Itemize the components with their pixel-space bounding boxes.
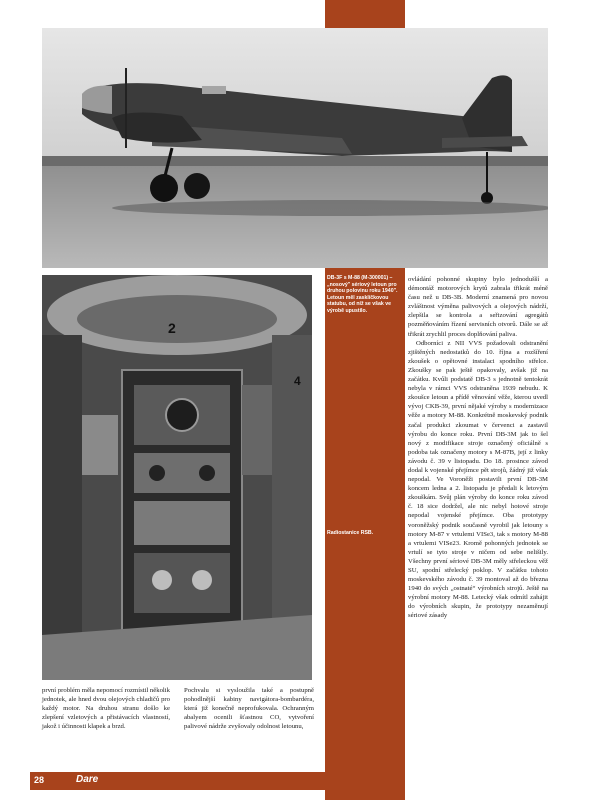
radio-station-photo [42,275,312,680]
article-column-right [408,275,548,621]
caption-radio: Radiostanice RSB. [327,530,374,536]
photo-mark-4: 4 [294,374,301,388]
article-column-left-1 [42,686,170,731]
magazine-name: Dare [76,774,99,785]
aircraft-photo [42,28,548,268]
paragraph: ovládání pohonné skupiny bylo jednodušší a démontáž motorových krytů zabrala třikrát méně času než u DB-3B. Moderní znamená pro novou zvláštnost výměna palivových a olejových nádrží, zlepšila se kontrola a seřizování agregátů pozměňováním řízení servisních otvorů. Dále se až třikrát zrychlil proces doplňování paliva. [408,276,548,338]
paragraph: Pochvalu si vysloužila také a postupně pohodlnější kabiny navigátora-bombardéra, která již konečně neprofukovala. Ochranným abalyem ocenili šťastnou CO, vytvoření palivové nádrže zvyšovaly odolnost letounu, [184,687,314,731]
footer-bar [30,772,325,790]
paragraph: první problém měla nepomocí rozmístil několik jednotek, ale hned dvou olejových chladičů pro každý motor. Na druhou stranu došlo ke zlepšení vzletových a přistávacích vlastností, jakož i účinnosti klapek a brzd. [42,687,170,731]
paragraph: Odborníci z NII VVS požadovali odstranění zjištěných nedostatků do 10. října a rozšíření zkoušek o opětovné instalaci spodního střelce. Zkoušky se pak ještě opakovaly, avšak již na začátku. Kvůli podstatě DB-3 s jednotně tentokrát nebyla v rámci VVS odstraněna 1939 nebudu. K zkoušce letoun a přídě věnování věže, kterou uvedl vývoj CKB-39, první nějaké výroby s modernizace věže a motory M-88. Konkrétně moskevský podnik začal produkci zkoumat v červenci a zastavil výrobu do konce roku. První DB-3M jak to šel nový z modifikace stroje označený oficiálně s podoba tak označeny motory s M-87B, její z linky závodu č. 39 v listopadu. Do 18. prosince závod dodal k vojenské přejímce pět strojů, žádný již však nepodal. Ve Voroněži postavili první DB-3M koncem ledna a 2. listopadu je předali k letovým zkouškám. Svůj plán výroby do konce roku závod č. 18 sice dodržel, ale nic nebyl hotové stroje nepodal vojenské přejímce. Oba prototypy voroněžský podnik současně vyrobil jak letouny s motory M-87 v vrtulemi VISe3, tak s motory M-88 a vrtulemi VISe23. Kromě pohonných jednotek se vrtulí se tyto stroje v ničem od sebe nelišily. Všechny první sériové DB-3M měly střeleckou věž SU, spodní střelecký poklop. V začátku tohoto moskevského závodu č. 39 montoval až do března 1940 do svých „ostnaté“ výrobních strojů. Ještě na výrobní motory M-88. Letecký však odmítl zahájit do výrobních skupin, že prototypy nezaměnují sériové zásady [408,339,548,620]
page-number: 28 [34,775,45,785]
article-column-left-2 [184,686,314,731]
photo-mark-2: 2 [168,320,176,336]
caption-aircraft: DB-3F s M-88 (M-300001) – „nosový" sériový letoun pro druhou polovinu roku 1940". Letoun měl zasklíčkovou statubu, od níž se však ve výrobě upustilo. [327,275,398,314]
